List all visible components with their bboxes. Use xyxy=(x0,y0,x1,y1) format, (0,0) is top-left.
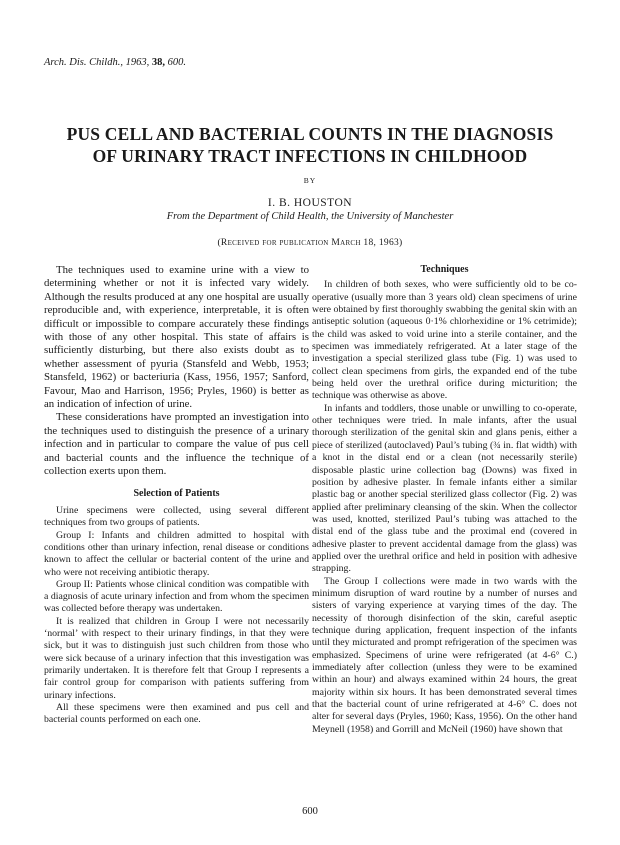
selection-paragraph-4: It is realized that children in Group I were not necessarily ‘normal’ with respect to their urinary findings, in that they were sick, but it was to distinguish just such children from those who were sick because of a urinary infection that this investigation was primarily undertaken. It is therefore felt that Group I represents a fair control group for comparison with patients suffering from urinary infections. xyxy=(44,615,309,701)
selection-paragraph-2: Group I: Infants and children admitted to hospital with conditions other than urinary infection, renal disease or conditions known to affect the cellular or bacterial content of the urine and who were not receiving antibiotic therapy. xyxy=(44,529,309,578)
selection-paragraph-5: All these specimens were then examined and pus cell and bacterial counts performed on each one. xyxy=(44,701,309,726)
received-date: (Received for publication March 18, 1963) xyxy=(217,238,403,248)
left-column xyxy=(44,264,309,726)
section-heading-techniques: Techniques xyxy=(420,264,469,275)
selection-paragraph-3: Group II: Patients whose clinical condition was compatible with a diagnosis of acute urinary infection and from whom the specimen was collected before therapy was undertaken. xyxy=(44,578,309,615)
citation-page: 600. xyxy=(167,57,186,68)
techniques-paragraph-3: The Group I collections were made in two wards with the minimum disruption of ward routine by a number of nurses and sisters of varying experience at varying times of the day. The necessity of thorough disinfection of the skin, careful aseptic technique during application, frequent inspection of the infants until they micturated and prompt refrigeration of the specimen was emphasized. Specimens of urine were refrigerated (at 4-6° C.) immediately after collection (unless they were to be examined within an hour) and always examined within 24 hours, the great majority within six hours. It has been demonstrated several times that the bacterial count of urine refrigerated at 4-6° C. does not alter for several days (Pryles, 1960; Kass, 1956). On the other hand Meynell (1958) and Gorrill and McNeil (1960) have shown that xyxy=(312,575,577,735)
section-heading-selection: Selection of Patients xyxy=(133,487,220,499)
journal-citation xyxy=(44,57,186,68)
intro-paragraph-1: The techniques used to examine urine with a view to determining whether or not it is infected vary widely. Although the results produced at any one hospital are usually reproducible and, with experience, interpretable, it is often difficult or impossible to compare accurately these findings with those of any other hospital. This state of affairs is sufficiently disturbing, but there also exists doubt as to whether assessment of pyuria (Stansfeld and Webb, 1953; Stansfeld, 1962) or bacteriuria (Kass, 1956, 1957; Sanford, Favour, Mao and Harrison, 1956; Pryles, 1960) is better as an indication of infection of urine. xyxy=(44,264,309,411)
page-number: 600 xyxy=(302,806,318,817)
citation-year: 1963, xyxy=(125,57,150,68)
author-affiliation: From the Department of Child Health, the University of Manchester xyxy=(166,211,454,222)
byline-label: BY xyxy=(303,176,317,185)
citation-journal: Arch. Dis. Childh., xyxy=(44,57,123,68)
article-title-line-1: PUS CELL AND BACTERIAL COUNTS IN THE DIAGNOSIS xyxy=(66,124,554,144)
intro-paragraph-2: These considerations have prompted an investigation into the techniques used to distinguish the presence of a urinary infection and in particular to compare the value of pus cell and bacterial counts and the influence the technique of collection exerts upon them. xyxy=(44,411,309,478)
right-column xyxy=(312,264,577,736)
author-name: I. B. HOUSTON xyxy=(267,197,353,209)
techniques-paragraph-1: In children of both sexes, who were sufficiently old to be co-operative (usually more than 3 years old) clean specimens of urine were obtained by first thoroughly swabbing the genital skin with an antiseptic solution (aqueous 0·1% chlorhexidine or 1% cetrimide); the child was asked to void urine into a sterile container, and the specimen was immediately refrigerated. At a later stage of the investigation a special sterilized glass tube (Fig. 1) was used to collect clean specimens from girls, the expanded end of the tube being held over the urethral orifice during micturition; the technique was otherwise as above. xyxy=(312,279,578,402)
article-title-line-2: OF URINARY TRACT INFECTIONS IN CHILDHOOD xyxy=(92,146,528,166)
selection-paragraph-1: Urine specimens were collected, using several different techniques from two groups of patients. xyxy=(44,505,309,529)
citation-volume: 38, xyxy=(151,57,165,68)
article-title xyxy=(30,123,590,167)
techniques-paragraph-2: In infants and toddlers, those unable or unwilling to co-operate, other techniques were tried. In male infants, after the usual thorough sterilization of the genital skin and glans penis, either a piece of sterilized (autoclaved) Paul’s tubing (¾ in. flat width) with a knot in the distal end or a clean (not necessarily sterile) disposable plastic urine collection bag (Downs) was fixed in position by adhesive plaster. In female infants either a similar plastic bag or another special sterilized glass collector (Fig. 2) was applied after preliminary cleansing of the skin. When the collector was used, knotted, sterilized Paul’s tubing was attached to the distal end of the glass tube and the proximal end (covered in adhesive plaster to prevent accidental damage from the glass) was applied over the urethral orifice and held in position with adhesive strapping. xyxy=(312,402,577,575)
